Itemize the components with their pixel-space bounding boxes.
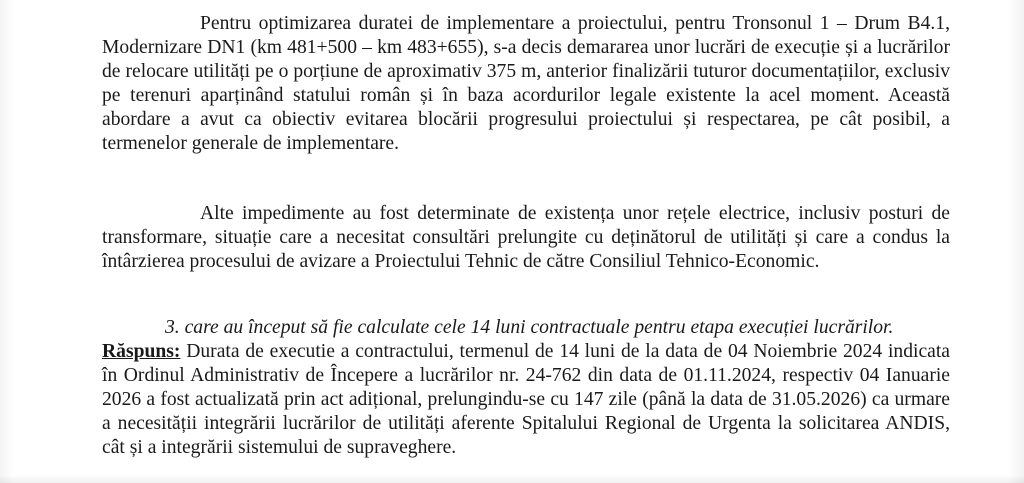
answer-text: Durata de executie a contractului, termenul de 14 luni de la data de 04 Noiembrie 2024 indicata în Ordinul Administrativ de Începere a lucrărilor nr. 24-762 din data de 01.11.2024, respectiv 04 Ianuarie 2026 a fost actualizată prin act adițional, prelungindu-se cu 147 zile (până la data de 31.05.2026) ca urmare a necesității integrării lucrărilor de utilități aferente Spitalului Regional de Urgenta la solicitarea ANDIS, cât și a integrării sistemului de supraveghere. [102, 341, 950, 458]
answer-label: Răspuns: [102, 341, 181, 362]
question-3: 3. care au început să fie calculate cele 14 luni contractuale pentru etapa execuției lucrărilor. [165, 317, 894, 338]
paragraph-tronson-1: Pentru optimizarea duratei de implementare a proiectului, pentru Tronsonul 1 – Drum B4.1, Modernizare DN1 (km 481+500 – km 483+655), s-a decis demararea unor lucrări de execuție și a lucrărilor de relocare utilități pe o porțiune de aproximativ 375 m, anterior finalizării tuturor documentațiilor, exclusiv pe terenuri aparținând statului român și în baza acordurilor legale existente la acel moment. Această abordare a avut ca obiectiv evitarea blocării progresului proiectului și respectarea, pe cât posibil, a termenelor generale de implementare. [102, 13, 950, 154]
page-shadow [0, 475, 1024, 483]
answer-paragraph [102, 340, 950, 460]
paragraph-impedimente: Alte impedimente au fost determinate de existența unor rețele electrice, inclusiv posturi de transformare, situație care a necesitat consultări prelungite cu deținătorul de utilități și care a condus la întârzierea procesului de avizare a Proiectului Tehnic de către Consiliul Tehnico-Economic. [102, 203, 950, 272]
